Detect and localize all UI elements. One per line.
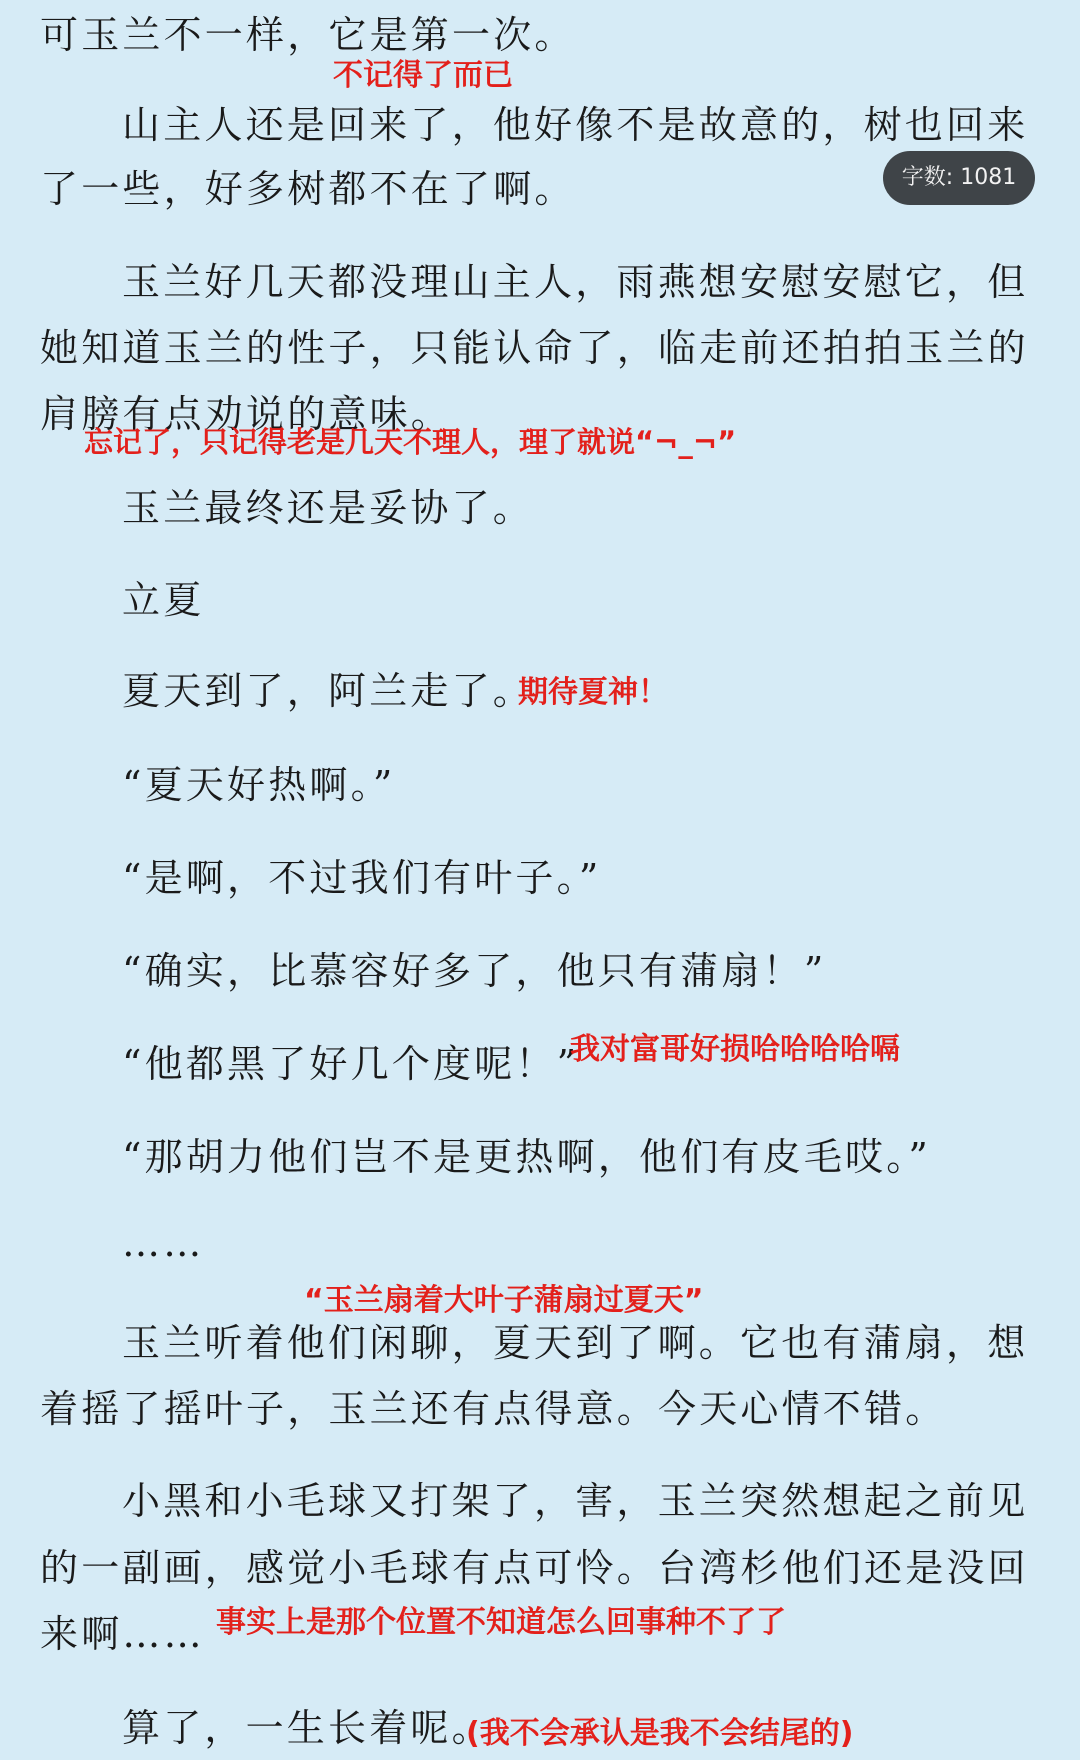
text-line: 算了，一生长着呢。 xyxy=(122,1706,493,1750)
dialogue-line: “夏天好热啊。” xyxy=(122,763,396,807)
text-line: 玉兰好几天都没理山主人，雨燕想安慰安慰它，但 xyxy=(122,260,1029,304)
text-line: 来啊…… xyxy=(40,1612,205,1656)
text-line: 玉兰听着他们闲聊，夏天到了啊。它也有蒲扇，想 xyxy=(122,1321,1029,1365)
dialogue-line: “确实，比慕容好多了，他只有蒲扇！” xyxy=(122,949,827,993)
annotation-note: 期待夏神！ xyxy=(518,675,668,710)
annotation-note: 不记得了而已 xyxy=(333,58,513,93)
section-heading: 立夏 xyxy=(122,578,205,622)
annotation-note: 事实上是那个位置不知道怎么回事种不了了 xyxy=(216,1605,786,1640)
text-line: 了一些，好多树都不在了啊。 xyxy=(40,167,576,211)
text-line: 可玉兰不一样，它是第一次。 xyxy=(40,13,576,57)
text-line: 玉兰最终还是妥协了。 xyxy=(122,486,535,530)
annotation-note: 忘记了，只记得老是几天不理人，理了就说“¬_¬” xyxy=(84,425,737,459)
annotation-note: 我对富哥好损哈哈哈哈嗝 xyxy=(570,1032,900,1067)
text-line: 小黑和小毛球又打架了，害，玉兰突然想起之前见 xyxy=(122,1479,1029,1523)
text-line: 她知道玉兰的性子，只能认命了，临走前还拍拍玉兰的 xyxy=(40,326,1029,370)
annotation-note: “玉兰扇着大叶子蒲扇过夏天” xyxy=(304,1283,704,1318)
text-line: 着摇了摇叶子，玉兰还有点得意。今天心情不错。 xyxy=(40,1387,947,1431)
dialogue-line: “他都黑了好几个度呢！” xyxy=(122,1042,580,1086)
dialogue-line: “那胡力他们岂不是更热啊，他们有皮毛哎。” xyxy=(122,1135,932,1179)
dialogue-line: “是啊，不过我们有叶子。” xyxy=(122,856,602,900)
text-line: 的一副画，感觉小毛球有点可怜。台湾杉他们还是没回 xyxy=(40,1546,1029,1590)
ellipsis-line: …… xyxy=(122,1221,205,1265)
annotation-note: (我不会承认是我不会结尾的) xyxy=(466,1716,854,1751)
text-line: 山主人还是回来了，他好像不是故意的，树也回来 xyxy=(122,103,1029,147)
word-count-badge: 字数: 1081 xyxy=(883,151,1035,205)
text-line: 肩膀有点劝说的意味。 xyxy=(40,392,453,436)
text-line: 夏天到了，阿兰走了。 xyxy=(122,669,535,713)
